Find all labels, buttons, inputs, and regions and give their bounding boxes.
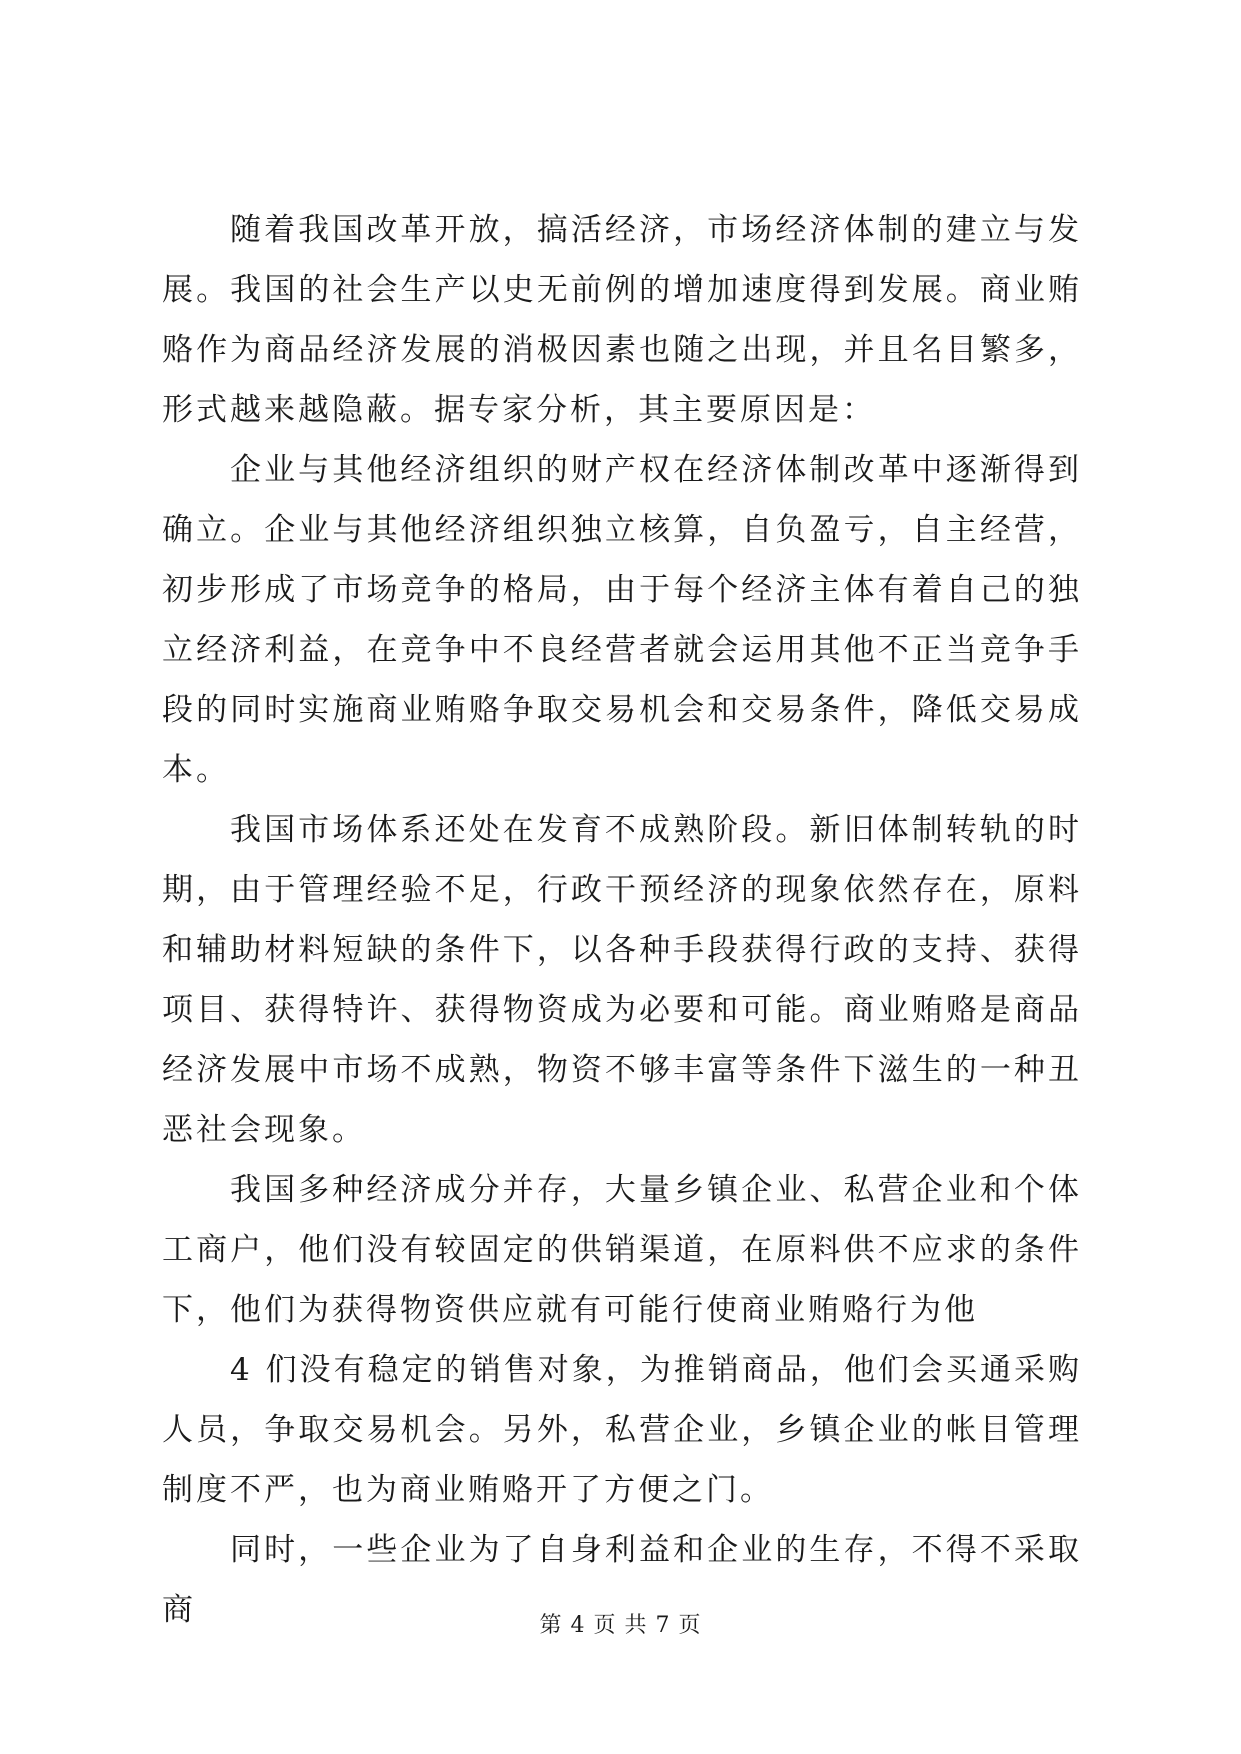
paragraph-3: 我国市场体系还处在发育不成熟阶段。新旧体制转轨的时期，由于管理经验不足，行政干预经济的现象依然存在，原料和辅助材料短缺的条件下，以各种手段获得行政的支持、获得项目、获得特许、获得物资成为必要和可能。商业贿赂是商品经济发展中市场不成熟，物资不够丰富等条件下滋生的一种丑恶社会现象。 [162, 812, 1082, 1148]
paragraph-1: 随着我国改革开放，搞活经济，市场经济体制的建立与发展。我国的社会生产以史无前例的增加速度得到发展。商业贿赂作为商品经济发展的消极因素也随之出现，并且名目繁多，形式越来越隐蔽。据专家分析，其主要原因是： [162, 212, 1082, 428]
page-footer: 第 4 页 共 7 页 [539, 1613, 702, 1638]
paragraph-2: 企业与其他经济组织的财产权在经济体制改革中逐渐得到确立。企业与其他经济组织独立核算，自负盈亏，自主经营，初步形成了市场竞争的格局，由于每个经济主体有着自己的独立经济利益，在竞争中不良经营者就会运用其他不正当竞争手段的同时实施商业贿赂争取交易机会和交易条件，降低交易成本。 [162, 452, 1082, 788]
paragraph-5: 4 们没有稳定的销售对象，为推销商品，他们会买通采购人员，争取交易机会。另外，私营企业，乡镇企业的帐目管理制度不严，也为商业贿赂开了方便之门。 [162, 1352, 1082, 1508]
body-text [162, 200, 1082, 1640]
paragraph-4: 我国多种经济成分并存，大量乡镇企业、私营企业和个体工商户，他们没有较固定的供销渠道，在原料供不应求的条件下，他们为获得物资供应就有可能行使商业贿赂行为他 [162, 1172, 1082, 1328]
paragraph-6: 同时，一些企业为了自身利益和企业的生存，不得不采取商 [162, 1532, 1082, 1628]
